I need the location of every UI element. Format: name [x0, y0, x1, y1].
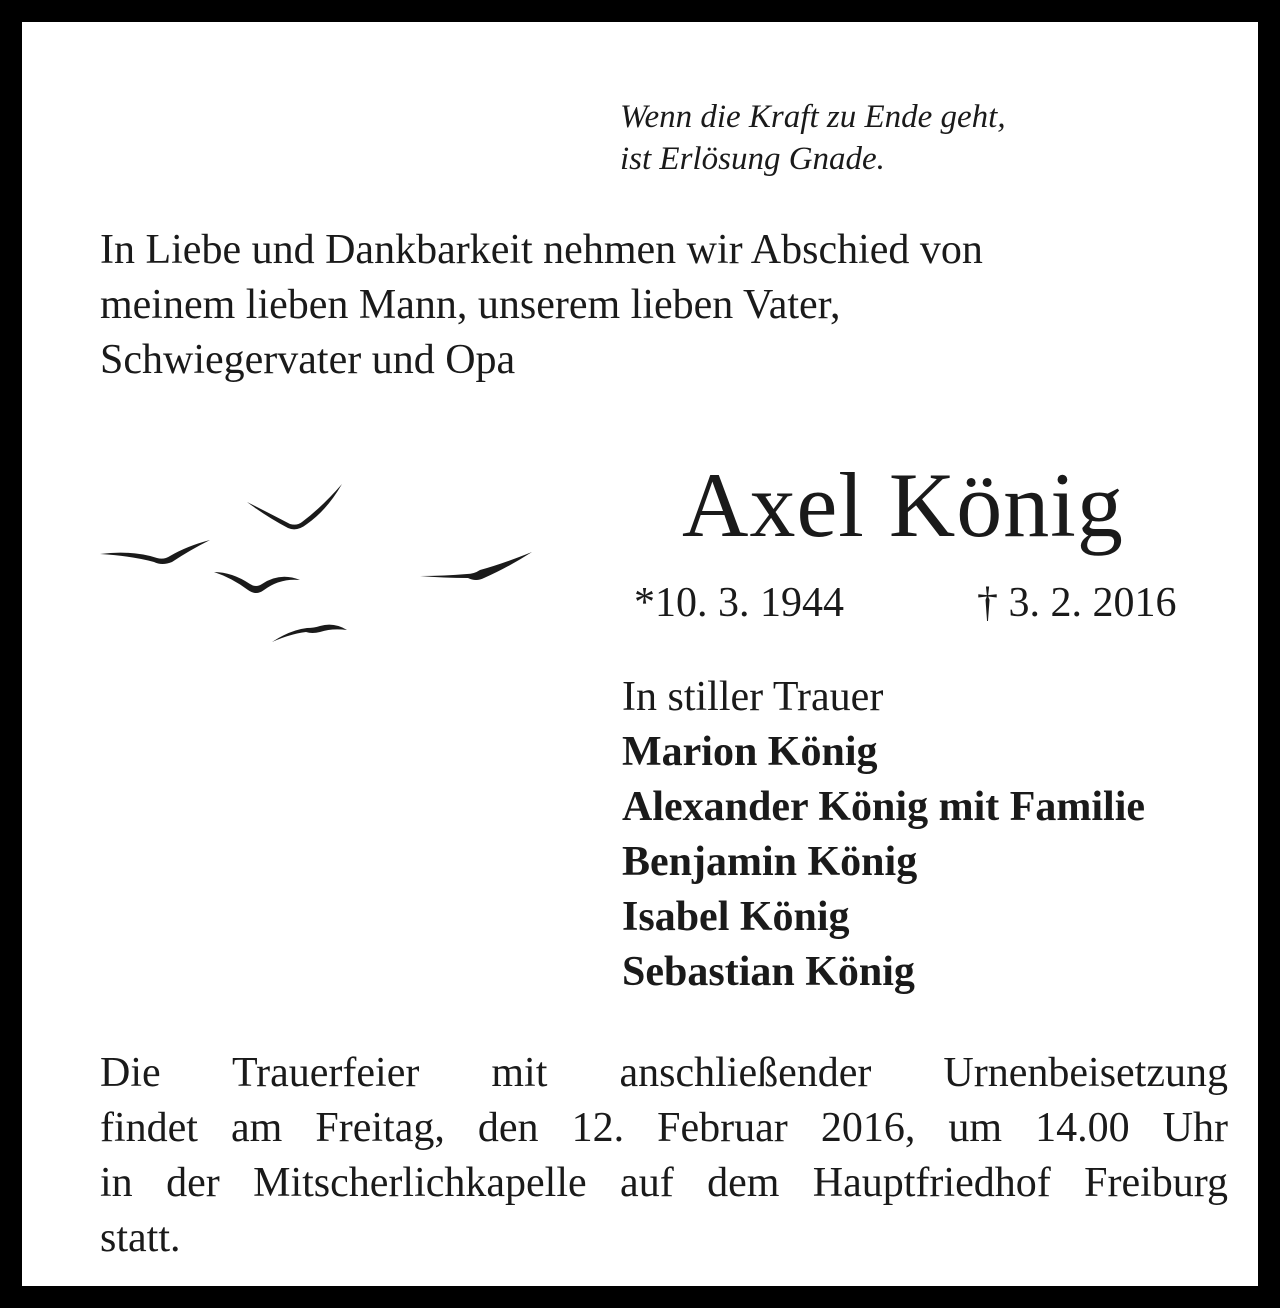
service-line: Die Trauerfeier mit anschließender Urnenbeisetzung — [100, 1050, 1228, 1096]
bird-icon — [420, 552, 532, 580]
mourners-heading: In stiller Trauer — [622, 674, 884, 720]
intro-line: meinem lieben Mann, unserem lieben Vater, — [100, 282, 841, 328]
mourner-name: Benjamin König — [622, 839, 918, 885]
mourner-name: Sebastian König — [622, 949, 915, 995]
quote-line: ist Erlösung Gnade. — [620, 141, 885, 177]
bird-icon — [100, 540, 210, 564]
bird-icon — [214, 572, 300, 593]
mourners-list — [622, 670, 1145, 1000]
mourner-name: Isabel König — [622, 894, 850, 940]
service-line: findet am Freitag, den 12. Februar 2016, um 14.00 Uhr — [100, 1105, 1228, 1151]
quote-line: Wenn die Kraft zu Ende geht, — [620, 99, 1006, 135]
bird-icon — [272, 625, 347, 642]
death-date: † 3. 2. 2016 — [977, 580, 1177, 626]
bird-icon — [247, 484, 342, 529]
flying-birds-icon — [92, 472, 552, 662]
birth-date: *10. 3. 1944 — [634, 580, 844, 626]
service-line: in der Mitscherlichkapelle auf dem Hauptfriedhof Freiburg — [100, 1160, 1228, 1206]
mourner-name: Marion König — [622, 729, 878, 775]
mourner-name: Alexander König mit Familie — [622, 784, 1146, 830]
intro-line: In Liebe und Dankbarkeit nehmen wir Abschied von — [100, 227, 983, 273]
service-announcement — [100, 1046, 1228, 1266]
epigraph-quote — [620, 96, 1006, 180]
intro-line: Schwiegervater und Opa — [100, 337, 516, 383]
service-line: statt. — [100, 1215, 181, 1261]
intro-text — [100, 223, 1230, 388]
deceased-name: Axel König — [682, 454, 1124, 556]
